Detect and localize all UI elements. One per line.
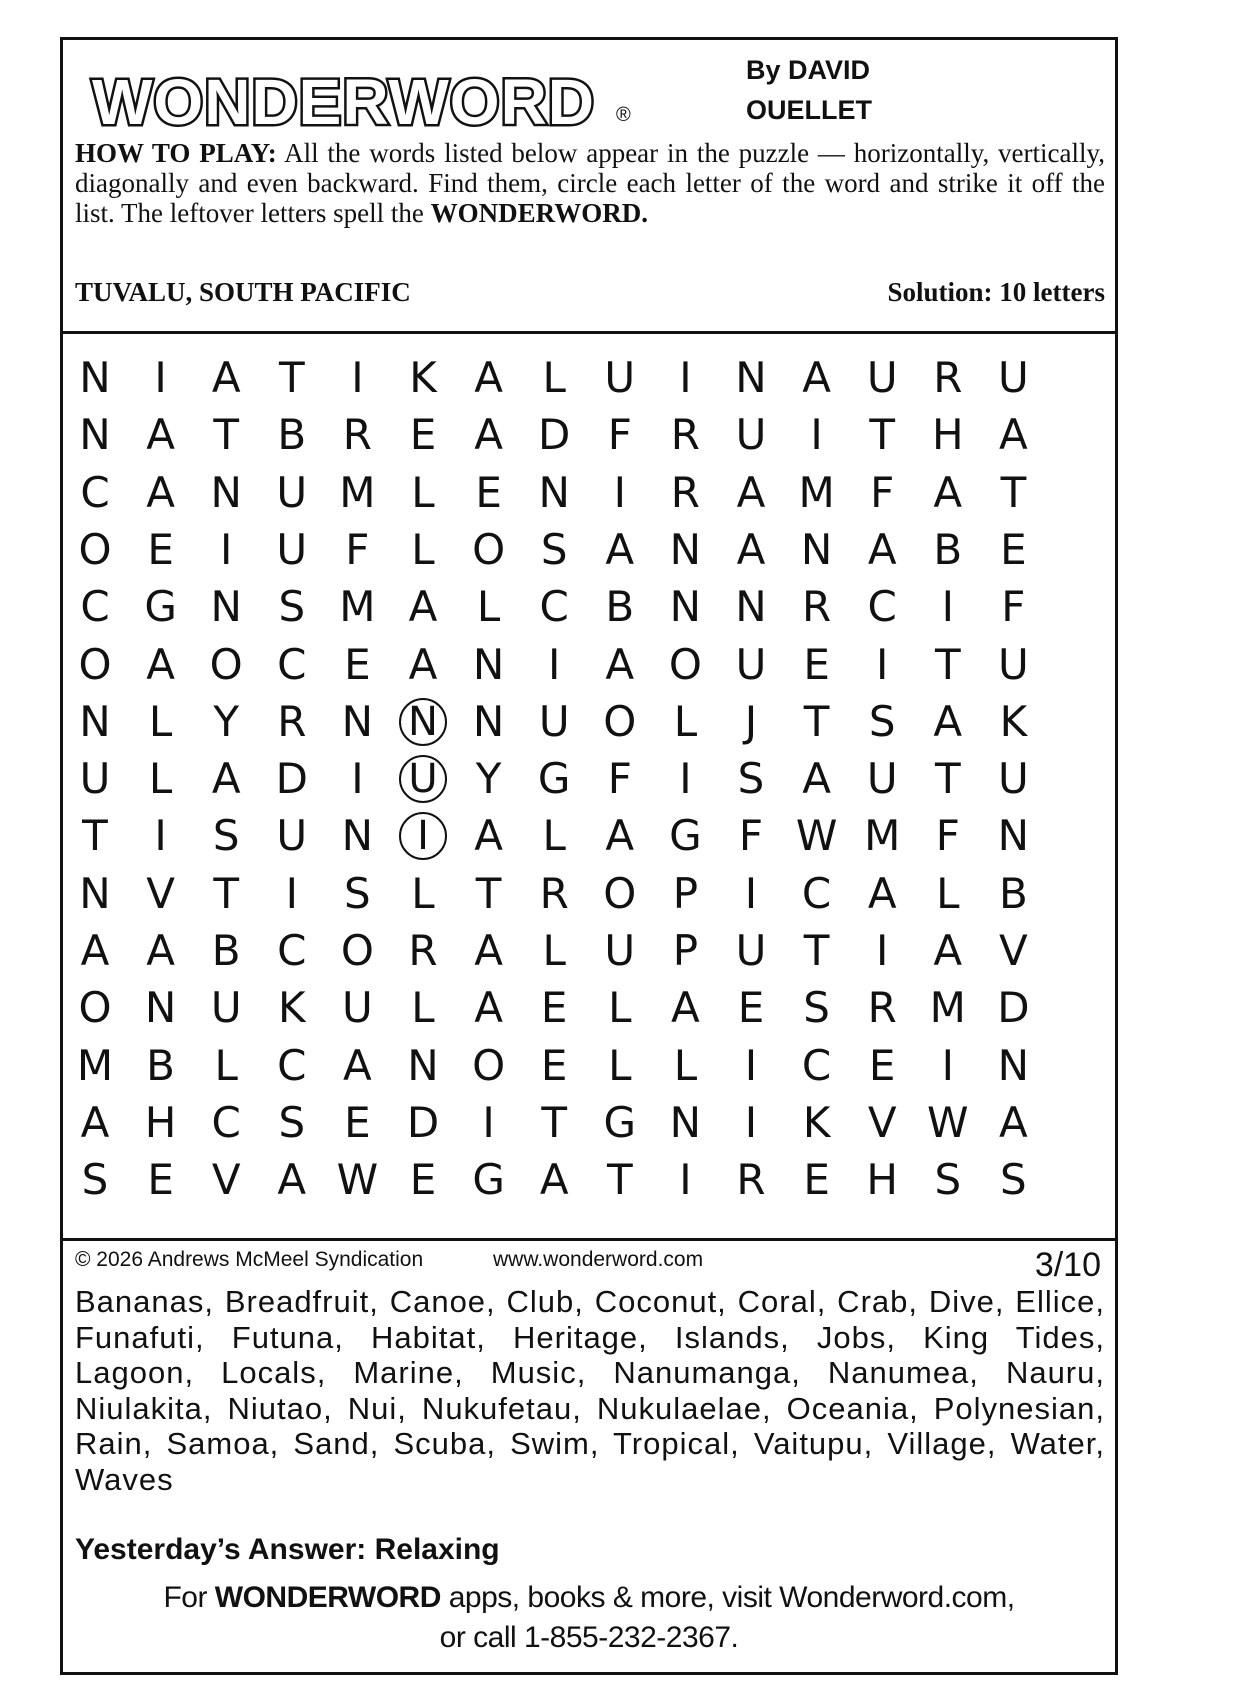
grid-letter[interactable]: C (277, 1040, 307, 1090)
grid-letter[interactable]: L (148, 696, 173, 746)
grid-letter[interactable]: T (1000, 467, 1027, 517)
grid-letter[interactable]: R (539, 868, 569, 918)
grid-letter[interactable]: C (277, 926, 307, 975)
grid-letter[interactable]: N (538, 467, 570, 517)
grid-letter[interactable]: A (146, 410, 175, 460)
grid-letter[interactable]: W (336, 1155, 379, 1205)
grid-letter[interactable]: U (342, 983, 373, 1033)
grid-letter[interactable]: D (275, 754, 308, 804)
grid-row (63, 581, 1115, 641)
grid-letter[interactable]: R (670, 410, 700, 460)
grid-letter[interactable]: P (672, 868, 699, 918)
grid-letter[interactable]: E (803, 1155, 830, 1205)
grid-letter[interactable]: B (998, 868, 1028, 918)
grid-letter[interactable]: R (802, 582, 832, 632)
grid-row (63, 352, 1115, 412)
grid-letter[interactable]: C (801, 1040, 832, 1090)
grid-letter[interactable]: D (538, 410, 571, 460)
grid-letter[interactable]: H (866, 1155, 898, 1205)
grid-letter[interactable]: U (866, 754, 898, 804)
grid-letter[interactable]: N (735, 353, 767, 402)
grid-letter[interactable]: W (795, 811, 838, 861)
grid-letter[interactable]: M (929, 983, 966, 1033)
grid-letter[interactable]: E (147, 1155, 174, 1205)
grid-letter[interactable]: O (603, 868, 637, 918)
grid-letter[interactable]: A (933, 467, 963, 517)
grid-letter[interactable]: L (411, 983, 435, 1033)
grid-letter[interactable]: G (472, 1155, 505, 1205)
grid-letter[interactable]: U (79, 754, 111, 804)
grid-letter[interactable]: D (997, 983, 1030, 1033)
grid-letter[interactable]: E (475, 467, 502, 517)
grid-letter[interactable]: T (82, 811, 108, 861)
grid-letter[interactable]: S (934, 1155, 962, 1205)
grid-letter[interactable]: V (867, 1097, 897, 1147)
grid-letter[interactable]: O (78, 524, 112, 574)
grid-letter[interactable]: T (213, 868, 240, 918)
grid-letter[interactable]: I (679, 1155, 692, 1205)
grid-letter[interactable]: U (604, 353, 636, 402)
grid-letter[interactable]: L (476, 582, 501, 632)
grid-letter[interactable]: S (540, 524, 568, 574)
grid-letter[interactable]: N (997, 811, 1030, 861)
grid-letter[interactable]: N (79, 868, 111, 918)
grid-letter[interactable]: N (669, 1097, 702, 1147)
grid-letter[interactable]: S (737, 754, 765, 804)
grid-row (63, 524, 1115, 584)
grid-letter[interactable]: A (408, 582, 438, 632)
grid-letter[interactable]: N (472, 696, 505, 746)
grid-letter[interactable]: L (608, 983, 632, 1033)
grid-letter[interactable]: A (867, 524, 897, 574)
grid-letter[interactable]: N (472, 639, 505, 689)
grid-letter[interactable]: L (542, 811, 566, 861)
grid-letter[interactable]: I (219, 524, 233, 574)
copyright: © 2026 Andrews McMeel Syndication (75, 1248, 424, 1271)
grid-letter[interactable]: H (932, 410, 964, 460)
grid-letter[interactable]: E (803, 639, 830, 689)
grid-letter[interactable]: N (735, 582, 767, 632)
registered-mark: ® (616, 104, 631, 126)
grid-letter[interactable]: R (408, 926, 438, 975)
grid-letter[interactable]: S (81, 1155, 109, 1205)
grid-letter[interactable]: M (339, 582, 376, 632)
grid-letter[interactable]: A (80, 926, 110, 975)
grid-letter[interactable]: I (679, 353, 692, 402)
grid-letter[interactable]: I (351, 353, 364, 402)
grid-letter[interactable]: E (540, 983, 568, 1033)
grid-letter[interactable]: K (802, 1097, 831, 1147)
promo-line1 (63, 1578, 1115, 1618)
grid-row (63, 1040, 1115, 1100)
grid-letter[interactable]: A (605, 639, 635, 689)
grid-letter[interactable]: L (411, 467, 435, 517)
grid-letter-circled[interactable]: I (399, 812, 447, 860)
grid-letter[interactable]: A (408, 639, 438, 689)
grid-row (63, 982, 1115, 1042)
grid-letter[interactable]: E (344, 1097, 371, 1147)
grid-row (63, 753, 1115, 813)
grid-letter[interactable]: E (737, 983, 765, 1033)
grid-letter[interactable]: U (998, 353, 1029, 402)
byline-line2: OUELLET (746, 95, 872, 125)
byline (746, 50, 946, 130)
grid-letter[interactable]: I (810, 410, 823, 460)
grid-letter[interactable]: E (540, 1040, 568, 1090)
grid-row (63, 868, 1115, 928)
grid-letter[interactable]: A (999, 410, 1028, 460)
grid-letter[interactable]: T (803, 696, 830, 746)
grid-letter[interactable]: A (474, 410, 503, 460)
grid-row (63, 1097, 1115, 1157)
grid-letter[interactable]: A (802, 754, 831, 804)
grid-letter[interactable]: N (79, 410, 111, 460)
grid-letter[interactable]: O (668, 639, 702, 689)
grid-letter[interactable]: U (276, 467, 308, 517)
grid-letter[interactable]: N (997, 1040, 1030, 1090)
grid-row (63, 810, 1115, 870)
grid-letter[interactable]: N (407, 1040, 439, 1090)
grid-letter[interactable]: U (735, 926, 767, 975)
how-to-play-text: All the words listed below appear in the puzzle — horizontally, vertically, diagonally and even backward. Find them, circle each letter of the word and strike it off the list. The leftover letters spell the (75, 138, 1105, 228)
grid-letter[interactable]: O (472, 1040, 506, 1090)
grid-letter[interactable]: A (736, 467, 766, 517)
grid-letter[interactable]: L (148, 754, 173, 804)
grid-letter[interactable]: R (933, 353, 963, 402)
grid-letter[interactable]: A (343, 1040, 372, 1090)
byline-line1: By DAVID (746, 55, 871, 85)
grid-letter[interactable]: R (277, 696, 307, 746)
grid-row (63, 639, 1115, 699)
grid-letter[interactable]: J (744, 696, 758, 746)
grid-row (63, 1154, 1115, 1214)
grid-letter[interactable]: C (80, 582, 110, 632)
grid-letter[interactable]: S (344, 868, 371, 918)
grid-row (63, 467, 1115, 527)
grid-letter[interactable]: M (798, 467, 835, 517)
grid-letter[interactable]: K (999, 696, 1028, 746)
grid-letter[interactable]: V (999, 926, 1028, 975)
how-to-play-label: HOW TO PLAY: (75, 138, 277, 168)
promo-brand: WONDERWORD (214, 1581, 441, 1614)
promo-text (63, 1578, 1115, 1658)
grid-letter[interactable]: N (800, 524, 833, 574)
grid-letter[interactable]: O (209, 639, 243, 689)
grid-letter[interactable]: C (211, 1097, 241, 1147)
grid-letter[interactable]: S (1000, 1155, 1027, 1205)
grid-letter[interactable]: L (936, 868, 960, 918)
grid-letter[interactable]: E (409, 410, 437, 460)
grid-letter[interactable]: P (672, 926, 699, 975)
solution-length: Solution: 10 letters (887, 277, 1105, 307)
grid-letter[interactable]: O (78, 639, 112, 689)
grid-letter[interactable]: A (80, 1097, 110, 1147)
grid-letter[interactable]: G (669, 811, 702, 861)
grid-letter[interactable]: A (277, 1155, 307, 1205)
grid-letter[interactable]: S (278, 582, 306, 632)
grid-letter[interactable]: L (608, 1040, 632, 1090)
grid-letter[interactable]: G (144, 582, 177, 632)
grid-letter[interactable]: T (606, 1155, 633, 1205)
grid-letter[interactable]: R (342, 410, 372, 460)
grid-letter[interactable]: U (998, 754, 1029, 804)
grid-letter[interactable]: E (409, 1155, 437, 1205)
grid-letter[interactable]: Y (475, 754, 502, 804)
grid-letter[interactable]: F (607, 754, 632, 804)
grid-letter[interactable]: U (604, 926, 636, 975)
grid-letter[interactable]: U (210, 983, 242, 1033)
grid-letter[interactable]: Y (213, 696, 240, 746)
grid-letter[interactable]: A (933, 926, 963, 975)
grid-letter[interactable]: R (736, 1155, 766, 1205)
grid-letter[interactable]: R (867, 983, 897, 1033)
grid-letter[interactable]: L (673, 696, 698, 746)
grid-letter[interactable]: A (736, 524, 766, 574)
grid-letter[interactable]: T (213, 410, 240, 460)
grid-row (63, 696, 1115, 756)
grid-letter[interactable]: B (933, 524, 963, 574)
grid-letter[interactable]: C (80, 467, 110, 517)
grid-letter[interactable]: F (738, 811, 764, 861)
grid-letter[interactable]: N (669, 524, 702, 574)
logo-text: WONDERWORD (92, 66, 595, 138)
grid-letter[interactable]: T (803, 926, 830, 975)
grid-letter[interactable]: F (345, 524, 370, 574)
grid-letter[interactable]: N (79, 353, 111, 402)
grid-letter[interactable]: V (211, 1155, 241, 1205)
grid-letter[interactable]: A (605, 811, 635, 861)
grid-letter[interactable]: K (278, 983, 306, 1033)
grid-letter[interactable]: M (339, 467, 376, 517)
grid-letter[interactable]: A (211, 754, 241, 804)
grid-letter[interactable]: A (474, 811, 503, 861)
grid-letter[interactable]: R (670, 467, 700, 517)
grid-letter[interactable]: H (144, 1097, 177, 1147)
grid-row (63, 925, 1115, 985)
grid-letter[interactable]: E (147, 524, 174, 574)
grid-letter[interactable]: A (474, 353, 503, 402)
how-to-play (75, 138, 1105, 228)
grid-letter[interactable]: N (79, 696, 111, 746)
grid-letter[interactable]: A (999, 1097, 1028, 1147)
grid-letter[interactable]: A (802, 353, 831, 402)
promo-prefix: For (163, 1581, 215, 1614)
grid-letter[interactable]: I (482, 1097, 495, 1147)
grid-letter[interactable]: C (539, 582, 569, 632)
grid-letter[interactable]: D (406, 1097, 440, 1147)
grid-letter[interactable]: A (146, 639, 175, 689)
how-to-play-end: WONDERWORD. (430, 198, 648, 228)
grid-letter[interactable]: I (744, 1040, 758, 1090)
grid-letter[interactable]: U (276, 524, 308, 574)
grid-letter[interactable]: U (538, 696, 570, 746)
grid-letter[interactable]: E (1000, 524, 1027, 574)
grid-letter[interactable]: S (868, 696, 896, 746)
website-text: www.wonderword.com (493, 1248, 704, 1271)
grid-letter[interactable]: A (933, 696, 963, 746)
grid-letter[interactable]: I (941, 1040, 954, 1090)
grid-letter[interactable]: I (875, 639, 889, 689)
grid-letter[interactable]: A (474, 983, 503, 1033)
grid-letter[interactable]: S (803, 983, 830, 1033)
grid-letter[interactable]: I (875, 926, 889, 975)
grid-letter[interactable]: N (144, 983, 177, 1033)
letter-grid (63, 334, 1115, 1241)
word-list: Bananas, Breadfruit, Canoe, Club, Coconut, Coral, Crab, Dive, Ellice, Funafuti, Futuna, Habitat, Heritage, Islands, Jobs, King Tides, Lagoon, Locals, Marine, Music, Nanumanga, Nanumea, Nauru, Niulakita, Niutao, Nui, Nukufetau, Nukulaelae, Oceania, Polynesian, Rain, Samoa, Sand, Scuba, Swim, Tropical, Vaitupu, Village, Water, Waves (75, 1284, 1105, 1497)
grid-letter[interactable]: F (935, 811, 960, 861)
grid-letter[interactable]: V (146, 868, 175, 918)
grid-letter[interactable]: I (351, 754, 364, 804)
grid-letter[interactable]: N (341, 696, 374, 746)
puzzle-date: 3/10 (1034, 1246, 1101, 1284)
grid-letter[interactable]: L (214, 1040, 238, 1090)
grid-letter[interactable]: N (341, 811, 374, 861)
grid-letter[interactable]: G (603, 1097, 637, 1147)
grid-letter-circled[interactable]: N (399, 698, 447, 746)
grid-letter[interactable]: C (277, 639, 307, 689)
grid-letter[interactable]: S (278, 1097, 306, 1147)
grid-letter[interactable]: L (411, 868, 435, 918)
grid-letter[interactable]: A (539, 1155, 569, 1205)
grid-letter[interactable]: B (146, 1040, 175, 1090)
grid-letter[interactable]: T (278, 353, 305, 402)
wonderword-logo (88, 48, 648, 148)
grid-letter[interactable]: M (76, 1040, 114, 1090)
puzzle-subtitle: TUVALU, SOUTH PACIFIC (75, 277, 411, 307)
grid-letter[interactable]: B (211, 926, 241, 975)
grid-letter[interactable]: A (211, 353, 241, 402)
grid-letter[interactable]: A (146, 926, 175, 975)
grid-letter[interactable]: S (212, 811, 240, 861)
grid-letter[interactable]: B (277, 410, 307, 460)
grid-letter[interactable]: I (744, 1097, 758, 1147)
grid-letter[interactable]: O (340, 926, 374, 975)
grid-row (63, 409, 1115, 469)
grid-letter[interactable]: F (870, 467, 895, 517)
grid-letter[interactable]: U (735, 410, 767, 460)
grid-letter-circled[interactable]: U (399, 755, 447, 803)
grid-letter[interactable]: G (537, 754, 571, 804)
grid-letter[interactable]: A (146, 467, 175, 517)
grid-letter[interactable]: A (671, 983, 700, 1033)
grid-letter[interactable]: I (547, 639, 561, 689)
grid-letter[interactable]: E (344, 639, 371, 689)
grid-letter[interactable]: E (868, 1040, 896, 1090)
grid-letter[interactable]: A (474, 926, 503, 975)
grid-letter[interactable]: L (673, 1040, 698, 1090)
grid-letter[interactable]: I (613, 467, 626, 517)
grid-letter[interactable]: K (409, 353, 437, 402)
grid-letter[interactable]: A (867, 868, 897, 918)
grid-letter[interactable]: F (607, 410, 632, 460)
grid-letter[interactable]: I (154, 353, 167, 402)
grid-letter[interactable]: W (927, 1097, 969, 1147)
grid-letter[interactable]: L (411, 524, 435, 574)
grid-letter[interactable]: I (285, 868, 298, 918)
grid-letter[interactable]: N (669, 582, 702, 632)
grid-letter[interactable]: B (605, 582, 635, 632)
grid-letter[interactable]: O (472, 524, 506, 574)
grid-letter[interactable]: T (934, 639, 961, 689)
grid-letter[interactable]: L (542, 926, 566, 975)
grid-letter[interactable]: O (603, 696, 637, 746)
promo-rest: apps, books & more, visit Wonderword.com, (440, 1581, 1015, 1614)
grid-letter[interactable]: I (744, 868, 758, 918)
grid-letter[interactable]: A (605, 524, 635, 574)
grid-letter[interactable]: N (210, 582, 242, 632)
grid-letter[interactable]: N (210, 467, 242, 517)
grid-letter[interactable]: T (869, 410, 896, 460)
grid-letter[interactable]: U (276, 811, 308, 861)
puzzle-frame (60, 37, 1118, 1675)
yesterdays-answer: Yesterday’s Answer: Relaxing (75, 1533, 500, 1566)
grid-letter[interactable]: C (867, 582, 897, 632)
grid-letter[interactable]: M (864, 811, 901, 861)
grid-letter[interactable]: I (154, 811, 167, 861)
grid-letter[interactable]: T (475, 868, 502, 918)
puzzle-header (63, 40, 1115, 334)
grid-letter[interactable]: U (998, 639, 1029, 689)
grid-letter[interactable]: I (941, 582, 954, 632)
promo-line2: or call 1-855-232-2367. (439, 1621, 739, 1654)
grid-letter[interactable]: O (78, 983, 112, 1033)
grid-letter[interactable]: U (866, 353, 898, 402)
grid-letter[interactable]: F (1001, 582, 1026, 632)
grid-letter[interactable]: L (542, 353, 566, 402)
grid-letter[interactable]: T (934, 754, 961, 804)
puzzle-footer (63, 1240, 1115, 1670)
grid-letter[interactable]: C (801, 868, 832, 918)
grid-letter[interactable]: I (679, 754, 692, 804)
grid-letter[interactable]: T (541, 1097, 568, 1147)
grid-letter[interactable]: U (735, 639, 767, 689)
